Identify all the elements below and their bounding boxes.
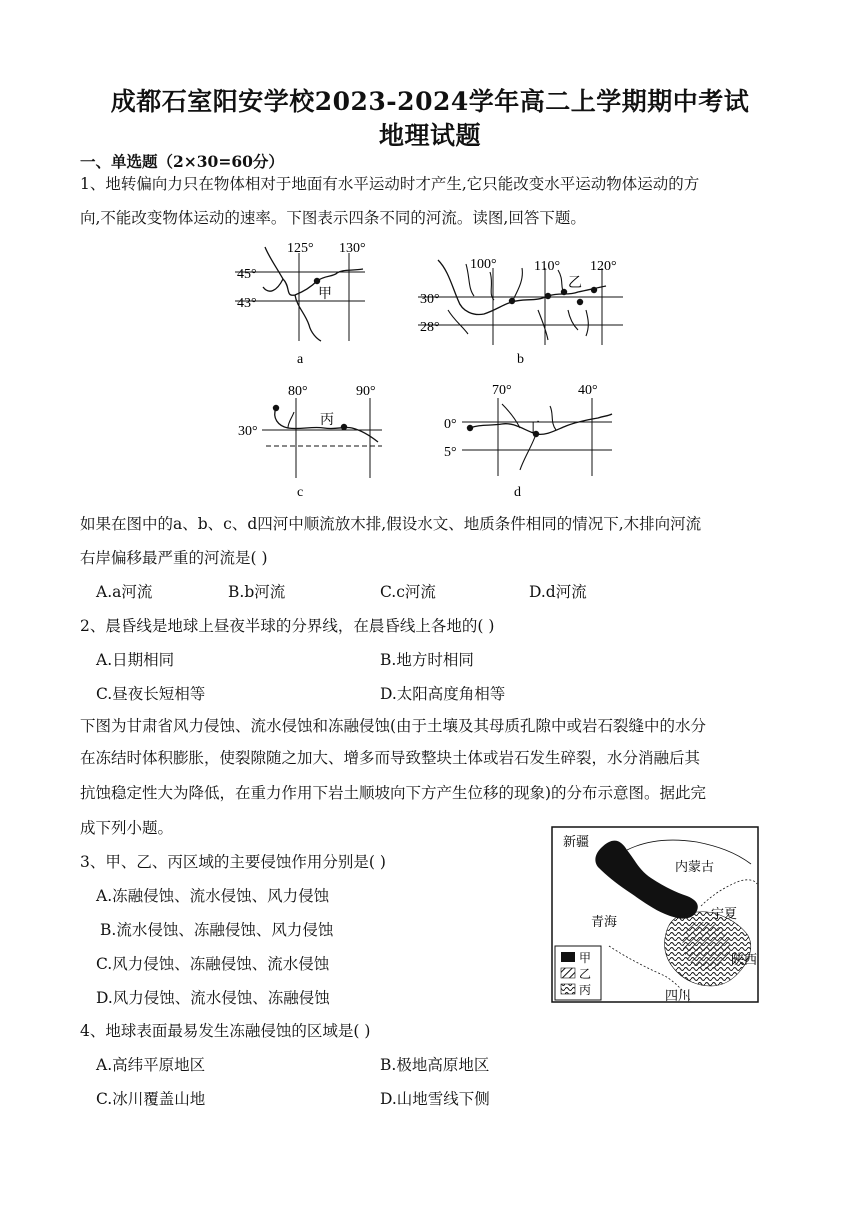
map-label-shaanxi: 陕西 (731, 952, 758, 967)
map-label-qinghai: 青海 (591, 914, 618, 929)
q4-option-a[interactable]: A.高纬平原地区 (96, 1056, 206, 1074)
exam-title: 成都石室阳安学校2023-2024学年高二上学期期中考试 (110, 87, 750, 116)
q1-stem-line1: 1、地转偏向力只在物体相对于地面有水平运动时才产生,它只能改变水平运动物体运动的方 (80, 175, 700, 193)
fig-b-lon-2: 110° (534, 259, 561, 274)
fig-d-lon-2: 40° (578, 383, 598, 398)
q4-stem: 4、地球表面最易发生冻融侵蚀的区域是( ) (80, 1022, 371, 1040)
fig-c-river-label: 丙 (320, 413, 334, 428)
fig-a-river-label: 甲 (318, 287, 332, 302)
q2-option-d[interactable]: D.太阳高度角相等 (380, 685, 506, 703)
river-map-b (418, 250, 628, 370)
q3-option-c[interactable]: C.风力侵蚀、冻融侵蚀、流水侵蚀 (96, 955, 330, 973)
legend-bing: 丙 (579, 983, 592, 997)
map-label-neimenggu: 内蒙古 (675, 859, 715, 874)
river-map-d (440, 378, 620, 503)
fig-c-lon-2: 90° (356, 384, 376, 399)
q1-question-line2: 右岸偏移最严重的河流是( ) (80, 549, 268, 567)
river-map-a (225, 235, 375, 370)
q2-option-c[interactable]: C.昼夜长短相等 (96, 685, 206, 703)
fig-a-lon-1: 125° (287, 241, 314, 256)
fig-a-caption: a (297, 352, 304, 367)
intro-line3: 抗蚀稳定性大为降低，在重力作用下岩土顺坡向下方产生位移的现象)的分布示意图。据此完 (80, 784, 707, 802)
fig-b-lat-2: 28° (420, 320, 440, 335)
q2-option-a[interactable]: A.日期相同 (96, 651, 175, 669)
q4-option-c[interactable]: C.冰川覆盖山地 (96, 1090, 206, 1108)
intro-line2: 在冻结时体积膨胀，使裂隙随之加大、增多而导致整块土体或岩石发生碎裂，水分消融后其 (80, 749, 701, 767)
q1-stem-line2: 向,不能改变物体运动的速率。下图表示四条不同的河流。读图,回答下题。 (80, 209, 586, 227)
intro-line1: 下图为甘肃省风力侵蚀、流水侵蚀和冻融侵蚀(由于土壤及其母质孔隙中或岩石裂缝中的水分 (80, 717, 707, 735)
q1-option-a[interactable]: A.a河流 (96, 583, 153, 601)
section-heading: 一、单选题（2×30=60分） (80, 152, 284, 171)
q3-option-d[interactable]: D.风力侵蚀、流水侵蚀、冻融侵蚀 (96, 989, 330, 1007)
legend-swatch-bing (561, 984, 575, 994)
fig-b-lon-1: 100° (470, 257, 497, 272)
map-label-ningxia: 宁夏 (711, 906, 738, 921)
fig-d-caption: d (514, 485, 521, 500)
q4-option-d[interactable]: D.山地雪线下侧 (380, 1090, 490, 1108)
q1-option-d[interactable]: D.d河流 (529, 583, 587, 601)
river-map-c (232, 378, 392, 503)
legend-yi: 乙 (579, 967, 592, 981)
q3-stem: 3、甲、乙、丙区域的主要侵蚀作用分别是( ) (80, 853, 386, 871)
q1-option-b[interactable]: B.b河流 (228, 583, 286, 601)
fig-b-lat-1: 30° (420, 292, 440, 307)
fig-d-lat-2: 5° (444, 445, 457, 460)
fig-c-caption: c (297, 485, 304, 500)
fig-a-lat-2: 43° (237, 296, 257, 311)
q1-option-c[interactable]: C.c河流 (380, 583, 436, 601)
fig-d-river-label: 丁 (526, 421, 540, 436)
gansu-erosion-map (551, 826, 761, 1006)
q3-option-a[interactable]: A.冻融侵蚀、流水侵蚀、风力侵蚀 (96, 887, 330, 905)
fig-b-caption: b (517, 352, 524, 367)
legend-jia: 甲 (579, 951, 592, 965)
exam-subtitle: 地理试题 (378, 121, 481, 150)
q4-option-b[interactable]: B.极地高原地区 (380, 1056, 490, 1074)
fig-c-lat-1: 30° (238, 424, 258, 439)
map-label-sichuan: 四川 (665, 988, 692, 1003)
fig-c-lon-1: 80° (288, 384, 308, 399)
fig-d-lon-1: 70° (492, 383, 512, 398)
q2-stem: 2、晨昏线是地球上昼夜半球的分界线，在晨昏线上各地的( ) (80, 617, 495, 635)
legend-swatch-jia (561, 952, 575, 962)
legend-swatch-yi (561, 968, 575, 978)
intro-line4: 成下列小题。 (80, 819, 174, 837)
fig-b-lon-3: 120° (590, 259, 617, 274)
fig-a-lon-2: 130° (339, 241, 366, 256)
map-label-xinjiang: 新疆 (563, 834, 590, 849)
fig-d-lat-1: 0° (444, 417, 457, 432)
fig-b-river-label: 乙 (568, 276, 582, 291)
q2-option-b[interactable]: B.地方时相同 (380, 651, 474, 669)
q3-option-b[interactable]: B.流水侵蚀、冻融侵蚀、风力侵蚀 (100, 921, 334, 939)
fig-a-lat-1: 45° (237, 267, 257, 282)
q1-question-line1: 如果在图中的a、b、c、d四河中顺流放木排,假设水文、地质条件相同的情况下,木排向河流 (80, 515, 702, 533)
